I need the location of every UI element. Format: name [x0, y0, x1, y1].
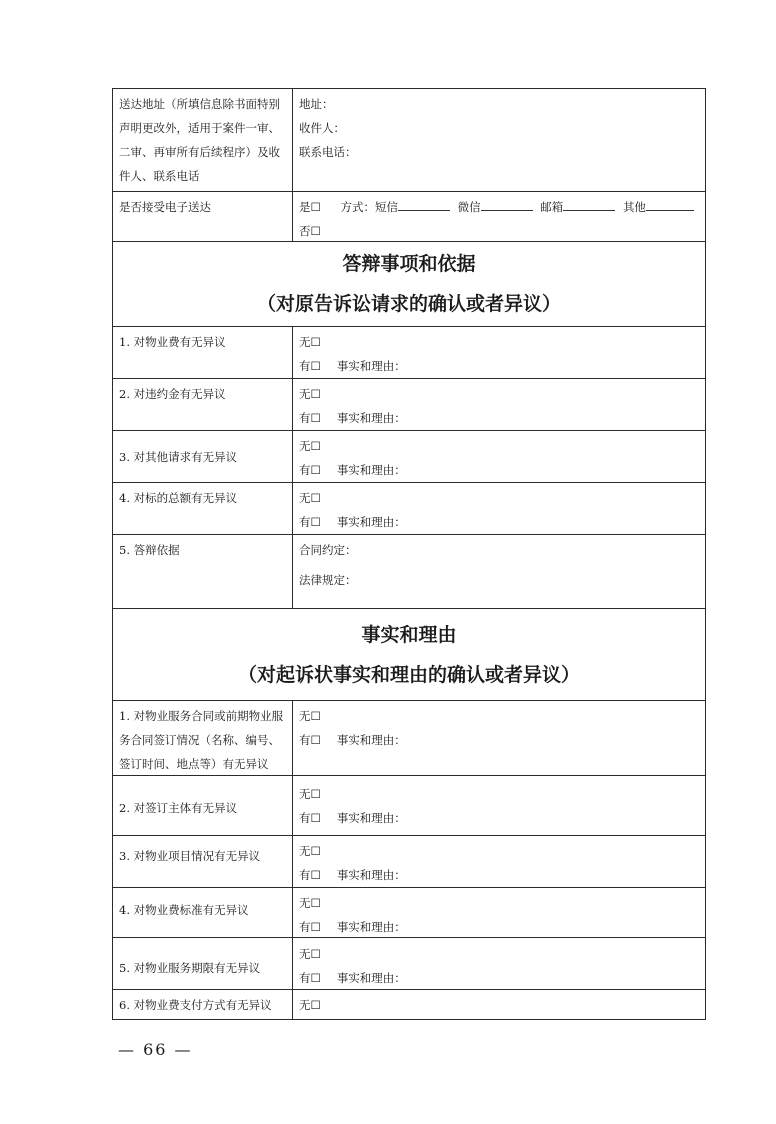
reason-label: 事实和理由： [336, 920, 406, 934]
electronic-yes-checkbox[interactable]: 是☐ [299, 200, 321, 214]
law-field[interactable]: 法律规定： [299, 573, 357, 587]
section2-item [112, 990, 706, 1020]
electronic-no-checkbox[interactable]: 否☐ [299, 224, 321, 238]
none-checkbox[interactable]: 无☐ [299, 709, 321, 723]
none-checkbox[interactable]: 无☐ [299, 947, 321, 961]
item-label: 5. 对物业服务期限有无异议 [113, 938, 293, 989]
method-email-label: 邮箱 [540, 200, 564, 214]
none-checkbox[interactable]: 无☐ [299, 491, 321, 505]
item-label: 4. 对标的总额有无异议 [113, 483, 293, 534]
item-label: 3. 对其他请求有无异议 [113, 431, 293, 482]
delivery-fields [293, 89, 705, 191]
item-label: 2. 对签订主体有无异议 [113, 776, 293, 835]
electronic-options [293, 192, 705, 241]
section1-subtitle: （对原告诉讼请求的确认或者异议） [256, 293, 561, 315]
section1-item [112, 483, 706, 535]
none-checkbox[interactable]: 无☐ [299, 896, 321, 910]
phone-field[interactable]: 联系电话： [299, 145, 357, 159]
item-label: 3. 对物业项目情况有无异议 [113, 836, 293, 887]
item-label: 4. 对物业费标准有无异议 [113, 888, 293, 937]
section1-item [112, 327, 706, 379]
reason-label: 事实和理由： [336, 411, 406, 425]
reason-label: 事实和理由： [336, 971, 406, 985]
section2-title: 事实和理由 [361, 624, 457, 646]
has-checkbox[interactable]: 有☐ [299, 515, 321, 529]
section2-heading-row [112, 609, 706, 701]
section1-item [112, 431, 706, 483]
reason-label: 事实和理由： [336, 811, 406, 825]
method-sms-label: 方式：短信 [340, 200, 398, 214]
wechat-blank[interactable] [481, 199, 533, 211]
section2-item [112, 836, 706, 888]
email-blank[interactable] [563, 199, 615, 211]
none-checkbox[interactable]: 无☐ [299, 335, 321, 349]
section2-item [112, 776, 706, 836]
has-checkbox[interactable]: 有☐ [299, 411, 321, 425]
address-field[interactable]: 地址： [299, 97, 334, 111]
reason-label: 事实和理由： [336, 359, 406, 373]
none-checkbox[interactable]: 无☐ [299, 998, 321, 1012]
other-blank[interactable] [646, 199, 694, 211]
electronic-label: 是否接受电子送达 [113, 192, 293, 241]
basis-label: 5. 答辩依据 [113, 535, 293, 608]
method-other-label: 其他 [622, 200, 646, 214]
none-checkbox[interactable]: 无☐ [299, 844, 321, 858]
basis-row [112, 535, 706, 609]
reason-label: 事实和理由： [336, 463, 406, 477]
has-checkbox[interactable]: 有☐ [299, 868, 321, 882]
has-checkbox[interactable]: 有☐ [299, 463, 321, 477]
section2-item [112, 701, 706, 776]
has-checkbox[interactable]: 有☐ [299, 359, 321, 373]
method-wechat-label: 微信 [457, 200, 481, 214]
none-checkbox[interactable]: 无☐ [299, 439, 321, 453]
has-checkbox[interactable]: 有☐ [299, 971, 321, 985]
delivery-label: 送达地址（所填信息除书面特别声明更改外，适用于案件一审、二审、再审所有后续程序）及收件人、联系电话 [113, 89, 293, 191]
page-number: — 66 — [118, 1040, 193, 1059]
section2-item [112, 888, 706, 938]
form-table [112, 88, 706, 1020]
has-checkbox[interactable]: 有☐ [299, 733, 321, 747]
has-checkbox[interactable]: 有☐ [299, 920, 321, 934]
item-label: 1. 对物业服务合同或前期物业服务合同签订情况（名称、编号、签订时间、地点等）有无异议 [113, 701, 293, 775]
reason-label: 事实和理由： [336, 733, 406, 747]
item-label: 6. 对物业费支付方式有无异议 [113, 990, 293, 1019]
none-checkbox[interactable]: 无☐ [299, 787, 321, 801]
has-checkbox[interactable]: 有☐ [299, 811, 321, 825]
item-label: 1. 对物业费有无异议 [113, 327, 293, 378]
sms-blank[interactable] [398, 199, 450, 211]
none-checkbox[interactable]: 无☐ [299, 387, 321, 401]
section1-heading-row [112, 242, 706, 327]
reason-label: 事实和理由： [336, 868, 406, 882]
section2-subtitle: （对起诉状事实和理由的确认或者异议） [237, 664, 580, 686]
section1-item [112, 379, 706, 431]
contract-field[interactable]: 合同约定： [299, 543, 357, 557]
section2-item [112, 938, 706, 990]
recipient-field[interactable]: 收件人： [299, 121, 345, 135]
reason-label: 事实和理由： [336, 515, 406, 529]
item-label: 2. 对违约金有无异议 [113, 379, 293, 430]
delivery-row [112, 88, 706, 192]
electronic-delivery-row [112, 192, 706, 242]
section1-title: 答辩事项和依据 [342, 253, 476, 275]
